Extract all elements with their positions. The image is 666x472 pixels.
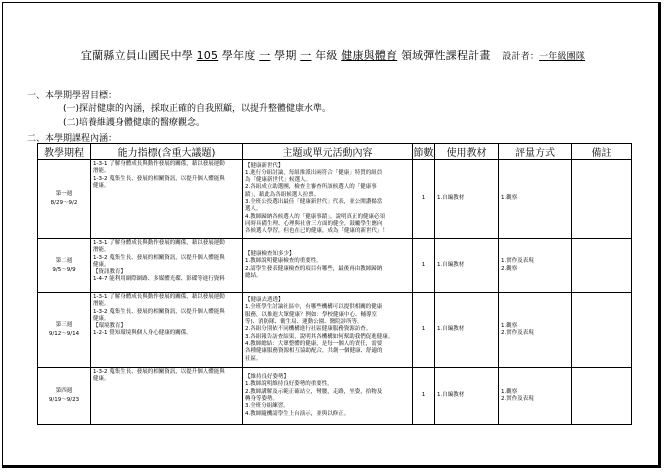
activity-line: 蹟」，藉此為各組候選人拉票。 <box>245 191 320 198</box>
evaluation-line: 2.觀察 <box>501 265 518 272</box>
material-cell: 1.自編教材 <box>435 293 499 368</box>
activity-line: 2.教師講解及示範正確站立，彎腰，走路，坐姿，拾物及 <box>245 388 383 395</box>
evaluation-cell <box>499 160 572 239</box>
indicator-line: 【環境教育】 <box>93 323 127 330</box>
indicator-line: 1-3-2 蒐集生長、發展的相關資訊，以提升個人體能與 <box>93 308 225 315</box>
school-year-label: 學年度 <box>221 49 256 62</box>
indicator-cell <box>91 239 243 293</box>
activity-line: 4.教師隨機請學生上台演示，並與以修正。 <box>245 410 350 417</box>
activity-line: 為「健康新世代」候選人。 <box>245 177 312 184</box>
material-cell: 1.自編教材 <box>435 368 499 425</box>
evaluation-line: 2.實作及表現 <box>501 330 534 336</box>
evaluation-line: 2.實作及表現 <box>501 396 534 402</box>
evaluation-line: 1.觀察 <box>501 195 518 202</box>
indicator-line: 潛能。 <box>93 301 110 308</box>
indicator-line: 健康。 <box>93 182 110 189</box>
designer-name: 一年級團隊 <box>539 52 586 62</box>
header-notes: 備註 <box>572 144 632 160</box>
note-cell <box>572 160 632 239</box>
week-dates: 9/19～9/23 <box>48 397 80 403</box>
activity-cell <box>243 160 413 239</box>
indicator-line: 1-3-2 蒐集生長、發展的相關資訊，以提升個人體能與 <box>93 175 225 182</box>
table-row <box>38 160 632 239</box>
table-row <box>38 293 632 368</box>
table-header-row <box>38 144 632 160</box>
activity-line: 【健康新世代】 <box>245 162 284 169</box>
grade-value: 一 <box>300 49 312 62</box>
indicator-line: 1-3-1 了解身體成長與動作發展的關係，藉以發展運動 <box>93 294 225 300</box>
material-cell: 1.自編教材 <box>435 239 499 293</box>
activity-line: 3.全班分組練習。 <box>245 403 289 410</box>
school-name: 宜蘭縣立員山國民中學 <box>80 49 193 62</box>
header-activities: 主題或單元活動內容 <box>243 144 413 160</box>
week-label: 第一週 <box>55 191 73 197</box>
indicator-line: 健康。 <box>93 315 110 322</box>
grade-label: 年級 <box>315 49 338 62</box>
school-year: 105 <box>196 49 219 62</box>
section-goals-heading: 一、本學期學習目標： <box>27 91 118 101</box>
hours-cell: 1 <box>413 293 435 368</box>
evaluation-line: 1.觀察 <box>501 322 518 329</box>
activity-line: 同時具備生理、心理與社會三方面的健全，鼓勵學生應向 <box>245 220 383 227</box>
activity-line: 2.各組分別依不同機構進行社區健康服務資源訪查。 <box>245 326 372 333</box>
plan-label: 領域彈性課程計畫 <box>400 49 491 62</box>
indicator-line: 1-4-7 能利用網際網路、多媒體光碟、影碟等進行資料 <box>93 276 225 283</box>
activity-line: 【健康檢查知多少】 <box>245 250 295 257</box>
indicator-line: 1-2-1 覺知環境與個人身心健康的關係。 <box>93 330 192 337</box>
activity-line: 等)、消防隊、衛生局、運動公園、醫院診所等。 <box>245 319 363 326</box>
indicator-line: 【資訊教育】 <box>93 269 127 276</box>
activity-line: 1.教師說明健康檢查的重要性。 <box>245 258 322 265</box>
indicator-cell <box>91 160 243 239</box>
activity-line: 服務，以推進大眾健康？例如：學校健康中心、輔導室 <box>245 311 378 318</box>
activity-cell <box>243 293 413 368</box>
indicator-line: 潛能。 <box>93 168 110 175</box>
activity-line: 4.教師總結：大眾整體的健康，是每一個人的責任，需要 <box>245 340 383 347</box>
indicator-line: 1-3-2 蒐集生長、發展的相關資訊，以提升個人體能與 <box>93 369 225 375</box>
activity-line: 3.全班公投選出最佳「健康新世代」代表，並公開讚揚當 <box>245 199 383 205</box>
page-title <box>0 47 666 63</box>
table-row <box>38 368 632 425</box>
course-plan-table <box>37 143 632 425</box>
activity-line: 總結。 <box>245 272 262 279</box>
activity-line: 各種健康服務資源相互協助配合，共創一個健康、舒適的 <box>245 348 383 355</box>
week-label: 第二週 <box>55 257 73 264</box>
indicator-line: 健康。 <box>93 261 110 268</box>
activity-line: 1.全班學生討論社區中，有哪些機構可以提供相關的健康 <box>245 304 383 311</box>
material-cell: 1.自編教材 <box>435 160 499 239</box>
activity-cell <box>243 368 413 425</box>
term-value: 一 <box>259 49 271 62</box>
header-indicators: 能力指標(含重大議題) <box>91 144 243 160</box>
evaluation-cell <box>499 368 572 425</box>
activity-line: 4.教師歸納各候選人的「健康事蹟」，說明真正的健康必須 <box>245 213 385 220</box>
header-hours: 節數 <box>413 144 435 160</box>
evaluation-cell <box>499 239 572 293</box>
term-label: 學期 <box>274 49 297 62</box>
designer-label: 設計者： <box>502 52 540 62</box>
activity-line: 1.進行分組討論，每組推派出兩符合「健康」特質的組員 <box>245 169 383 176</box>
week-label: 第四週 <box>55 388 73 394</box>
week-cell <box>38 293 91 368</box>
activity-line: 2.各組成立助選團，檢查主審查所該候選人的「健康事 <box>245 184 377 191</box>
note-cell <box>572 293 632 368</box>
activity-line: 3.各組報告訪查結果，說明其各機構如何幫助我們促進健康。 <box>245 333 394 340</box>
table-row <box>38 239 632 293</box>
hours-cell: 1 <box>413 239 435 293</box>
indicator-line: 1-3-1 了解身體成長與動作發展的關係，藉以發展運動 <box>93 240 225 246</box>
indicator-cell <box>91 293 243 368</box>
week-dates: 8/29～9/2 <box>50 200 78 206</box>
activity-line: 2.請學生發表健康檢查的項目有哪些，最後再由教師歸納 <box>245 265 383 272</box>
activity-line: 【健康去透透】 <box>245 297 284 304</box>
evaluation-line: 1.實作及表現 <box>501 258 534 265</box>
goal-item: (二)培養維護身體健康的醫療觀念。 <box>63 118 206 128</box>
week-dates: 9/5～9/9 <box>52 266 76 273</box>
indicator-line: 1-3-1 了解身體成長與動作發展的關係，藉以發展運動 <box>93 161 225 167</box>
activity-line: 轉身等姿勢。 <box>245 396 279 402</box>
activity-line: 1.教師說明維持良好姿勢的重要性。 <box>245 381 333 388</box>
header-evaluation: 評量方式 <box>499 144 572 160</box>
week-cell <box>38 239 91 293</box>
evaluation-cell <box>499 293 572 368</box>
activity-cell <box>243 239 413 293</box>
evaluation-line: 1.觀察 <box>501 388 518 395</box>
note-cell <box>572 239 632 293</box>
indicator-line: 1-3-2 蒐集生長、發展的相關資訊，以提升個人體能與 <box>93 254 225 261</box>
week-label: 第三週 <box>55 322 73 328</box>
subject-name: 健康與體育 <box>341 49 398 62</box>
week-cell <box>38 160 91 239</box>
indicator-cell <box>91 368 243 425</box>
activity-line: 選人。 <box>245 206 262 213</box>
week-dates: 9/12～9/14 <box>48 331 80 337</box>
activity-line: 各候選人學習，但也在已的健康，成為「健康的新世代」！ <box>245 228 389 235</box>
week-cell <box>38 368 91 425</box>
hours-cell: 1 <box>413 160 435 239</box>
indicator-line: 潛能。 <box>93 247 110 254</box>
goal-item: (一)探討健康的內涵，採取正確的自我照顧，以提升整體健康水準。 <box>63 104 332 114</box>
section-content-heading: 二、本學期課程內涵： <box>27 134 118 144</box>
activity-line: 社區。 <box>245 355 262 362</box>
activity-line: 【維持良好姿勢】 <box>245 374 290 381</box>
indicator-line: 健康。 <box>93 376 110 383</box>
header-materials: 使用教材 <box>435 144 499 160</box>
note-cell <box>572 368 632 425</box>
header-schedule: 教學期程 <box>38 144 91 160</box>
hours-cell: 1 <box>413 368 435 425</box>
